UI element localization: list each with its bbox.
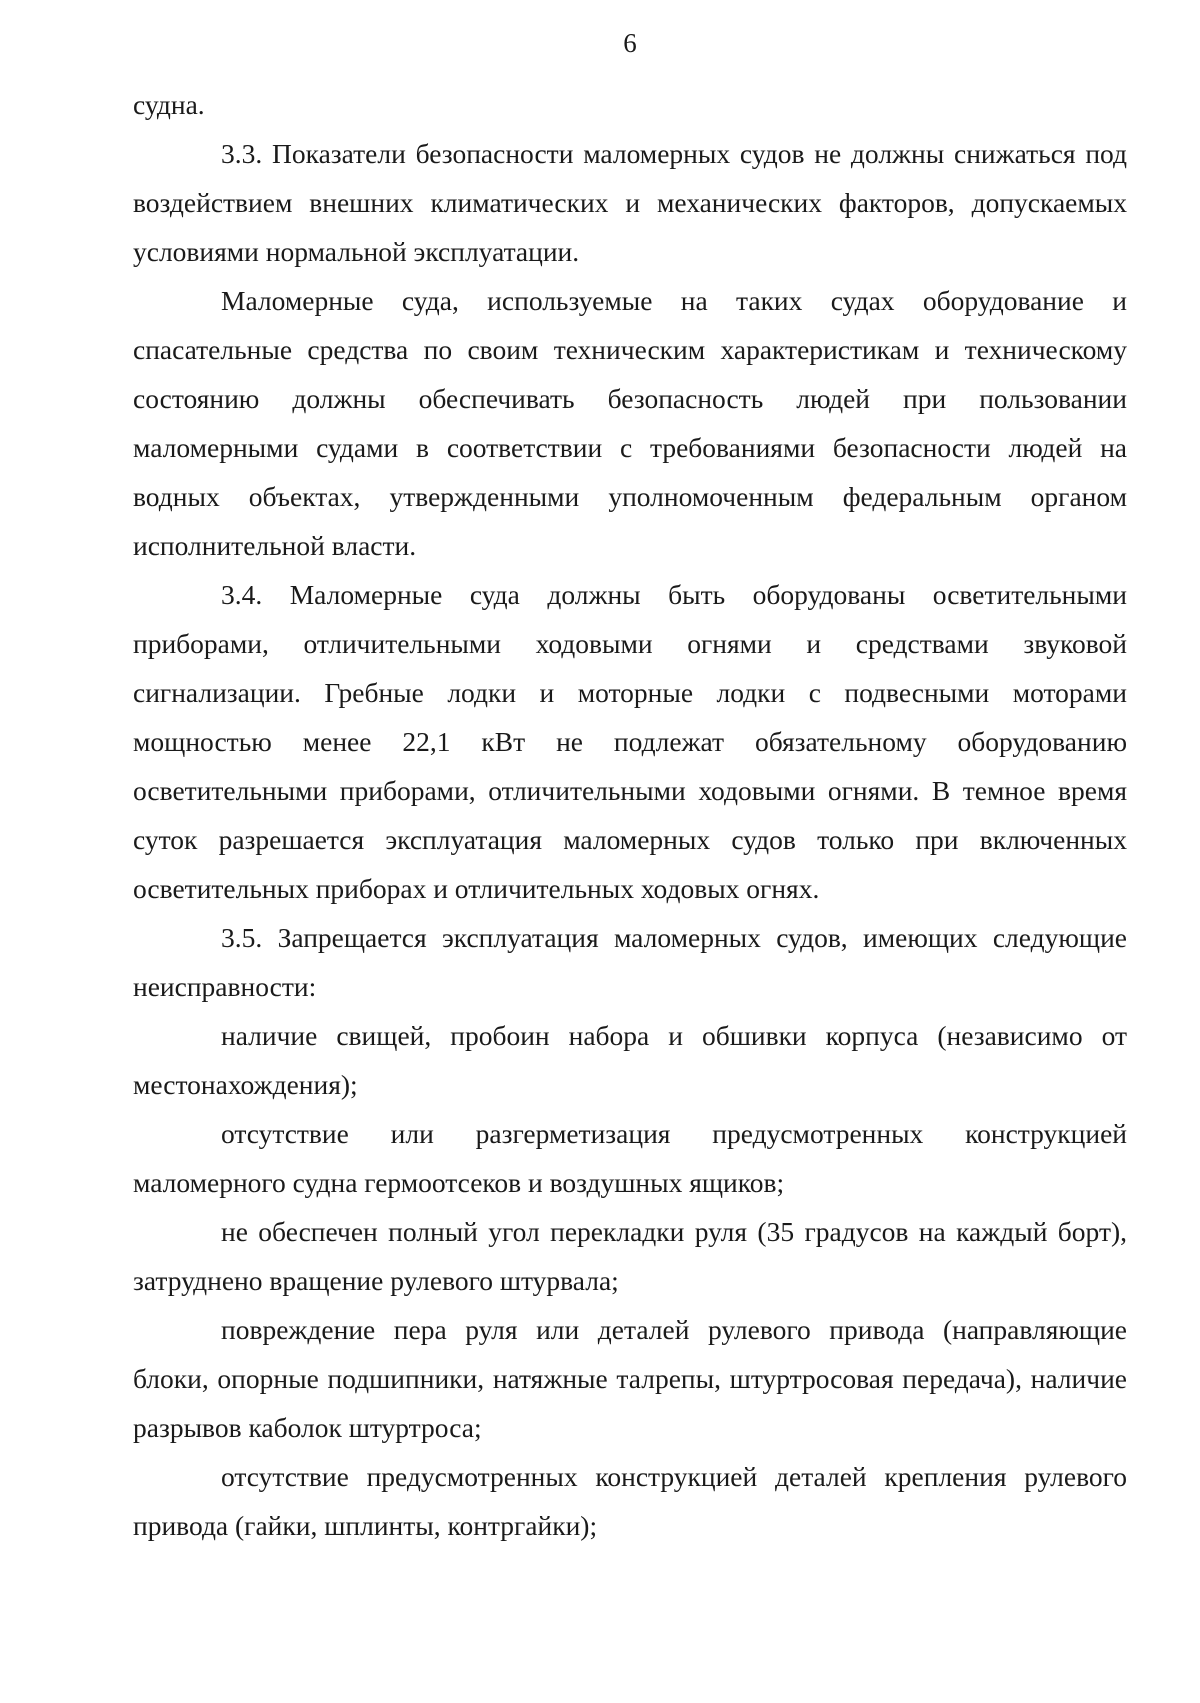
paragraph-continuation: судна.: [133, 89, 205, 120]
list-item-fastening-parts: отсутствие предусмотренных конструкцией деталей крепления рулевого привода (гайки, шплинты, контргайки);: [133, 1461, 1127, 1541]
list-item-rudder-damage: повреждение пера руля или деталей рулевого привода (направляющие блоки, опорные подшипники, натяжные талрепы, штуртросовая передача), наличие разрывов каболок штуртроса;: [133, 1314, 1127, 1443]
list-item-rudder-angle: не обеспечен полный угол перекладки руля (35 градусов на каждый борт), затруднено вращение рулевого штурвала;: [133, 1216, 1127, 1296]
paragraph-3-3: 3.3. Показатели безопасности маломерных судов не должны снижаться под воздействием внешних климатических и механических факторов, допускаемых условиями нормальной эксплуатации.: [133, 138, 1127, 267]
paragraph-3-4: 3.4. Маломерные суда должны быть оборудованы осветительными приборами, отличительными ходовыми огнями и средствами звуковой сигнализации. Гребные лодки и моторные лодки с подвесными моторами мощностью менее 22,1 кВт не подлежат обязательному оборудованию осветительными приборами, отличительными ходовыми огнями. В темное время суток разрешается эксплуатация маломерных судов только при включенных осветительных приборах и отличительных ходовых огнях.: [133, 579, 1127, 904]
page-number: 6: [623, 28, 637, 58]
list-item-hull-damage: наличие свищей, пробоин набора и обшивки корпуса (независимо от местонахождения);: [133, 1020, 1127, 1100]
paragraph-small-vessels-safety: Маломерные суда, используемые на таких судах оборудование и спасательные средства по своим техническим характеристикам и техническому состоянию должны обеспечивать безопасность людей при пользовании маломерными судами в соответствии с требованиями безопасности людей на водных объектах, утвержденными уполномоченным федеральным органом исполнительной власти.: [133, 285, 1127, 561]
list-item-compartments: отсутствие или разгерметизация предусмотренных конструкцией маломерного судна гермоотсеков и воздушных ящиков;: [133, 1118, 1127, 1198]
paragraph-3-5: 3.5. Запрещается эксплуатация маломерных судов, имеющих следующие неисправности:: [133, 922, 1127, 1002]
body-text: [133, 80, 1127, 1550]
